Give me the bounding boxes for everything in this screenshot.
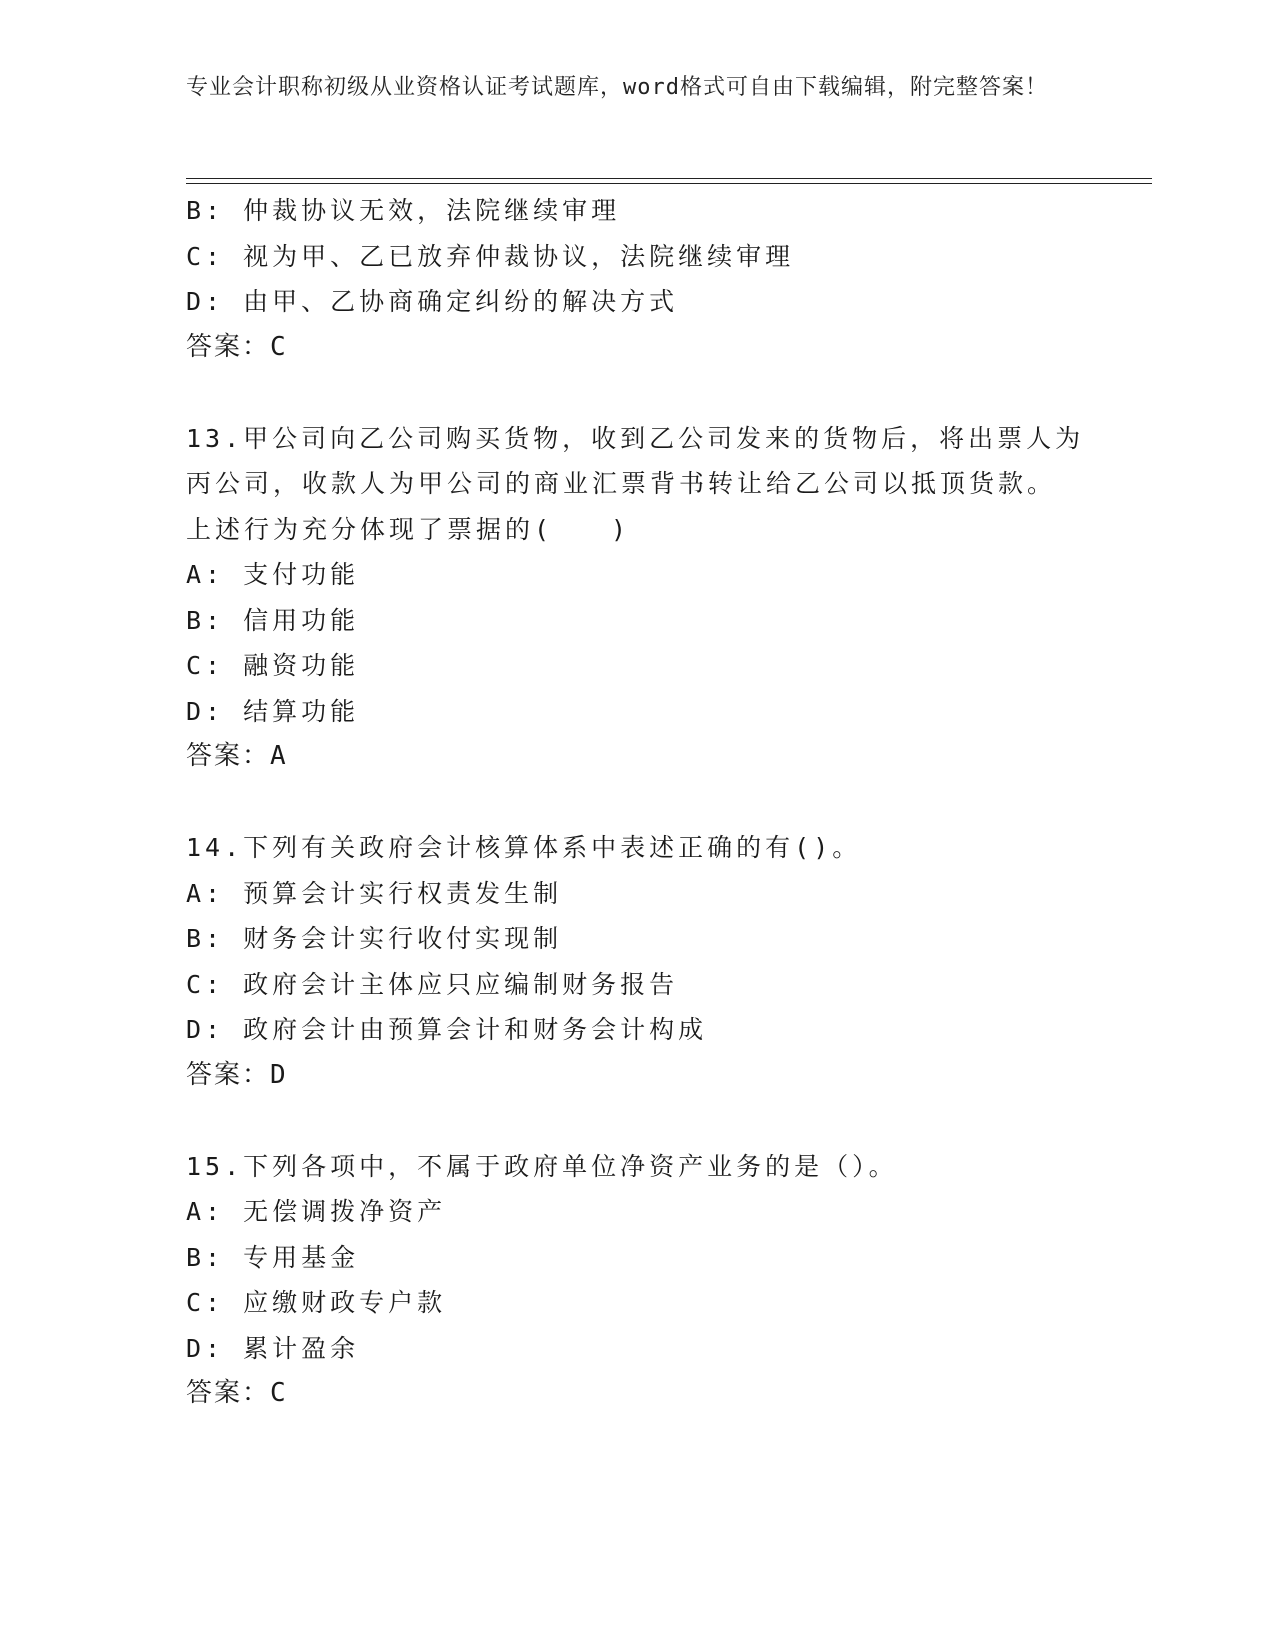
question-stem-line: 上述行为充分体现了票据的( ): [186, 514, 631, 544]
answer-label: 答案：: [186, 331, 271, 362]
answer-value: A: [270, 741, 286, 771]
option-text: 由甲、乙协商确定纠纷的解决方式: [243, 287, 679, 316]
header-rule-bottom: [186, 183, 1152, 184]
question-stem-line: 14.下列有关政府会计核算体系中表述正确的有()。: [186, 833, 862, 862]
question-stem-line: 丙公司，收款人为甲公司的商业汇票背书转让给乙公司以抵顶货款。: [186, 469, 1057, 498]
option-line: [186, 1280, 1086, 1326]
answer-label: 答案：: [186, 1059, 271, 1090]
option-letter: C:: [186, 969, 225, 999]
option-line: [186, 962, 1086, 1008]
option-text: 政府会计主体应只应编制财务报告: [243, 969, 679, 999]
question-content: [186, 188, 1086, 1417]
option-line: [186, 1326, 1086, 1372]
option-text: 结算功能: [243, 696, 360, 726]
option-letter: A:: [186, 1197, 225, 1226]
option-letter: C:: [186, 241, 225, 271]
option-line: [186, 279, 1086, 325]
answer-label: 答案：: [186, 741, 271, 771]
question-block-15: [186, 1144, 1086, 1417]
option-letter: C:: [186, 651, 225, 680]
option-text: 无偿调拨净资产: [243, 1197, 447, 1226]
question-block-13: [186, 416, 1086, 780]
option-line: [186, 916, 1086, 962]
answer-line: [186, 734, 1086, 780]
option-text: 累计盈余: [243, 1333, 360, 1363]
answer-value: C: [270, 1378, 286, 1408]
option-text: 融资功能: [243, 651, 360, 680]
option-letter: D:: [186, 1015, 225, 1044]
option-text: 仲裁协议无效，法院继续审理: [243, 196, 621, 225]
option-line: [186, 689, 1086, 735]
prev-question-block: [186, 188, 1086, 370]
option-line: [186, 871, 1086, 917]
option-line: [186, 598, 1086, 644]
answer-line: [186, 1371, 1086, 1417]
spacer: [186, 370, 1086, 416]
option-line: [186, 643, 1086, 689]
answer-value: D: [270, 1059, 286, 1090]
spacer: [186, 780, 1086, 826]
option-letter: D:: [186, 287, 225, 316]
spacer: [186, 1098, 1086, 1144]
option-text: 预算会计实行权责发生制: [243, 878, 563, 908]
question-block-14: [186, 825, 1086, 1098]
question-stem-line: 13.甲公司向乙公司购买货物，收到乙公司发来的货物后，将出票人为: [186, 423, 1085, 453]
option-letter: A:: [186, 878, 225, 908]
answer-label: 答案：: [186, 1378, 271, 1408]
option-text: 信用功能: [243, 605, 360, 635]
option-text: 支付功能: [243, 560, 360, 589]
answer-line: [186, 325, 1086, 371]
document-header: 专业会计职称初级从业资格认证考试题库，word格式可自由下载编辑，附完整答案！: [186, 75, 1048, 100]
option-letter: A:: [186, 560, 225, 589]
option-letter: D:: [186, 696, 225, 726]
option-text: 专用基金: [243, 1242, 360, 1272]
option-letter: B:: [186, 605, 225, 635]
option-line: [186, 188, 1086, 234]
option-text: 视为甲、乙已放弃仲裁协议，法院继续审理: [243, 241, 795, 271]
option-letter: C:: [186, 1288, 225, 1317]
option-text: 财务会计实行收付实现制: [243, 924, 563, 953]
option-line: [186, 1235, 1086, 1281]
option-line: [186, 552, 1086, 598]
option-letter: D:: [186, 1333, 225, 1363]
option-line: [186, 1189, 1086, 1235]
answer-value: C: [270, 331, 286, 362]
question-stem-line: 15.下列各项中，不属于政府单位净资产业务的是（）。: [186, 1151, 898, 1181]
option-line: [186, 234, 1086, 280]
header-rule-top: [186, 178, 1152, 179]
answer-line: [186, 1053, 1086, 1099]
option-line: [186, 1007, 1086, 1053]
option-text: 政府会计由预算会计和财务会计构成: [243, 1015, 708, 1044]
option-text: 应缴财政专户款: [243, 1288, 447, 1317]
option-letter: B:: [186, 1242, 225, 1272]
option-letter: B:: [186, 196, 225, 225]
option-letter: B:: [186, 924, 225, 953]
